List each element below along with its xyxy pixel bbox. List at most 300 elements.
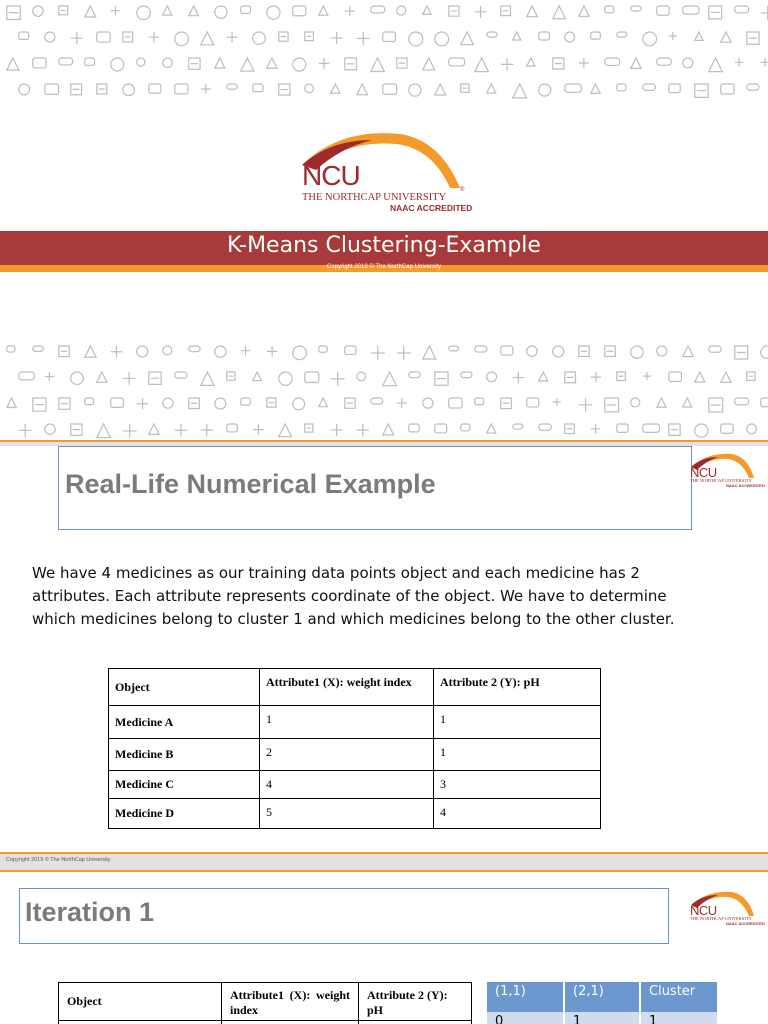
doodle-icon bbox=[539, 372, 548, 381]
doodle-icon bbox=[293, 398, 305, 410]
doodle-icon bbox=[215, 346, 226, 357]
doodle-icon bbox=[45, 372, 54, 381]
doodle-icon bbox=[605, 58, 620, 65]
doodle-icon bbox=[657, 58, 671, 65]
doodle-icon bbox=[475, 346, 487, 352]
doodle-icon bbox=[657, 346, 667, 356]
doodle-icon bbox=[591, 32, 600, 39]
doodle-icon bbox=[163, 346, 172, 355]
doodle-icon bbox=[163, 6, 172, 15]
doodle-icon bbox=[695, 32, 703, 40]
table-header-row bbox=[59, 983, 472, 1021]
doodle-icon bbox=[123, 424, 137, 438]
doodle-icon bbox=[137, 398, 149, 410]
doodle-icon bbox=[487, 84, 496, 93]
table-cell: 1 bbox=[640, 1012, 718, 1024]
doodle-icon bbox=[7, 58, 19, 70]
doodle-icon bbox=[761, 346, 768, 359]
logo-university: THE NORTHCAP UNIVERSITY bbox=[690, 478, 752, 483]
doodle-icon bbox=[33, 58, 46, 68]
table-cell: Medicine C bbox=[109, 771, 260, 799]
doodle-icon bbox=[397, 6, 406, 15]
doodle-icon bbox=[449, 346, 459, 351]
table-row bbox=[59, 1021, 472, 1024]
table-cell: Medicine A bbox=[109, 706, 260, 739]
slide-footer: Copyright 2019 © The NorthCap University bbox=[6, 857, 111, 863]
doodle-icon bbox=[579, 398, 593, 412]
doodle-icon bbox=[643, 372, 651, 380]
table-header-cell: Attribute 2 (Y): pH bbox=[359, 983, 472, 1021]
doodle-icon bbox=[449, 398, 462, 408]
doodle-icon bbox=[383, 372, 397, 386]
doodle-icon bbox=[85, 6, 96, 17]
doodle-icon bbox=[45, 32, 55, 42]
doodle-icon bbox=[617, 32, 627, 37]
doodle-icon bbox=[709, 398, 723, 412]
doodle-icon bbox=[735, 58, 744, 67]
example-slide bbox=[0, 446, 768, 852]
doodle-icon bbox=[227, 424, 238, 432]
logo-name: NCU bbox=[302, 160, 360, 191]
doodle-icon bbox=[137, 346, 148, 357]
doodle-icon bbox=[669, 84, 680, 93]
doodle-icon bbox=[279, 424, 292, 437]
doodle-icon bbox=[461, 424, 470, 431]
doodle-icon bbox=[423, 58, 435, 70]
doodle-icon bbox=[305, 372, 319, 382]
doodle-icon bbox=[175, 32, 189, 46]
doodle-icon bbox=[383, 32, 396, 42]
doodle-icon bbox=[709, 6, 722, 19]
doodle-icon bbox=[423, 346, 436, 359]
doodle-icon bbox=[409, 372, 420, 378]
doodle-icon bbox=[735, 398, 749, 405]
doodle-icon bbox=[137, 6, 151, 20]
doodle-icon bbox=[435, 424, 447, 433]
table-header-cell: Cluster bbox=[640, 982, 718, 1012]
logo-accreditation: NAAC ACCREDITED bbox=[390, 203, 473, 213]
doodle-icon bbox=[579, 6, 589, 16]
doodle-icon bbox=[513, 84, 527, 98]
doodle-icon bbox=[33, 6, 43, 16]
doodle-icon bbox=[397, 398, 407, 408]
doodle-icon bbox=[631, 398, 640, 407]
doodle-icon bbox=[175, 84, 188, 94]
doodle-icon bbox=[631, 6, 641, 11]
doodle-icon bbox=[149, 372, 161, 384]
ncu-logo-small bbox=[690, 890, 765, 928]
doodle-icon bbox=[175, 372, 187, 378]
doodle-icon bbox=[137, 58, 145, 66]
doodle-icon bbox=[293, 58, 306, 71]
table-cell: 1 bbox=[434, 739, 601, 771]
doodle-icon bbox=[357, 372, 366, 381]
doodle-icon bbox=[553, 58, 564, 69]
doodle-icon bbox=[409, 32, 423, 46]
doodle-icon bbox=[409, 84, 421, 96]
doodle-icon bbox=[423, 398, 433, 408]
doodle-icon bbox=[435, 84, 446, 95]
doodle-icon bbox=[331, 32, 343, 44]
doodle-icon bbox=[241, 346, 250, 355]
doodle-icon bbox=[279, 32, 288, 41]
doodle-icon bbox=[163, 58, 173, 68]
doodle-icon bbox=[513, 372, 524, 383]
slide-heading: Real-Life Numerical Example bbox=[65, 469, 436, 499]
doodle-icon bbox=[461, 32, 474, 45]
doodle-icon bbox=[357, 32, 370, 45]
doodle-icon bbox=[319, 58, 330, 69]
doodle-icon bbox=[267, 58, 277, 68]
table-header-cell: Attribute 2 (Y): pH bbox=[434, 669, 601, 706]
table-cell: 5 bbox=[260, 799, 434, 829]
doodle-icon bbox=[331, 84, 340, 93]
table-cell: Medicine D bbox=[109, 799, 260, 829]
doodle-icon bbox=[305, 84, 314, 93]
doodle-icon bbox=[201, 424, 213, 436]
doodle-icon bbox=[111, 58, 124, 71]
doodle-icon bbox=[293, 6, 306, 16]
doodle-icon bbox=[605, 346, 615, 356]
doodle-pattern-bottom bbox=[0, 340, 768, 440]
table-cell: 3 bbox=[434, 771, 601, 799]
doodle-icon bbox=[345, 398, 355, 408]
doodle-icon bbox=[435, 372, 448, 385]
doodle-icon bbox=[475, 398, 484, 405]
doodle-icon bbox=[149, 32, 159, 42]
doodle-icon bbox=[267, 346, 278, 357]
doodle-icon bbox=[305, 32, 314, 41]
doodle-icon bbox=[747, 84, 759, 90]
doodle-icon bbox=[319, 398, 328, 407]
table-cell: 2 bbox=[260, 739, 434, 771]
logo-name: NCU bbox=[690, 465, 717, 480]
doodle-icon bbox=[45, 84, 59, 94]
doodle-icon bbox=[7, 346, 15, 352]
doodle-icon bbox=[267, 6, 280, 19]
doodle-icon bbox=[345, 6, 355, 16]
doodle-icon bbox=[33, 346, 44, 351]
doodle-icon bbox=[761, 58, 768, 67]
doodle-icon bbox=[85, 346, 96, 357]
table-row bbox=[109, 771, 601, 799]
doodle-icon bbox=[111, 346, 122, 357]
table-header-cell: (2,1) bbox=[564, 982, 640, 1012]
table-cell: 1 bbox=[564, 1012, 640, 1024]
table-row bbox=[109, 706, 601, 739]
doodle-icon bbox=[735, 346, 748, 359]
table-row bbox=[487, 1012, 718, 1024]
doodle-icon bbox=[227, 84, 238, 89]
doodle-icon bbox=[357, 84, 368, 95]
slide-heading: Iteration 1 bbox=[25, 897, 155, 927]
doodle-icon bbox=[461, 84, 469, 92]
doodle-icon bbox=[449, 6, 459, 16]
doodle-icon bbox=[527, 6, 538, 17]
doodle-icon bbox=[227, 372, 235, 380]
doodle-icon bbox=[397, 58, 407, 68]
doodle-icon bbox=[747, 424, 757, 434]
doodle-icon bbox=[631, 346, 643, 358]
doodle-icon bbox=[501, 346, 513, 355]
doodle-icon bbox=[591, 84, 600, 93]
doodle-icon bbox=[695, 424, 708, 437]
doodle-icon bbox=[553, 346, 564, 357]
doodle-icon bbox=[241, 6, 251, 13]
doodle-icon bbox=[683, 346, 694, 357]
doodle-icon bbox=[669, 32, 677, 40]
doodle-icon bbox=[449, 58, 465, 66]
logo-registered-mark: ® bbox=[460, 187, 465, 193]
doodle-icon bbox=[565, 84, 582, 92]
doodle-icon bbox=[747, 32, 759, 44]
doodle-icon bbox=[617, 424, 628, 432]
doodle-icon bbox=[71, 424, 82, 435]
doodle-icon bbox=[71, 84, 82, 95]
doodle-icon bbox=[553, 6, 566, 19]
doodle-icon bbox=[579, 346, 589, 356]
doodle-icon bbox=[241, 398, 250, 405]
doodle-icon bbox=[111, 398, 124, 407]
doodle-icon bbox=[565, 372, 576, 383]
doodle-icon bbox=[513, 424, 523, 429]
doodle-icon bbox=[279, 372, 292, 385]
doodle-icon bbox=[19, 424, 32, 437]
doodle-icon bbox=[617, 84, 626, 91]
doodle-icon bbox=[565, 32, 575, 42]
ncu-logo-small bbox=[690, 452, 765, 490]
doodle-icon bbox=[357, 424, 369, 436]
doodle-icon bbox=[97, 424, 111, 438]
doodle-icon bbox=[71, 32, 83, 44]
doodle-icon bbox=[423, 6, 431, 14]
doodle-icon bbox=[149, 424, 159, 434]
table-header-cell: Attribute1 (X): weight index bbox=[260, 669, 434, 706]
table-cell: Medicine B bbox=[109, 739, 260, 771]
doodle-icon bbox=[371, 346, 385, 360]
doodle-icon bbox=[709, 346, 722, 352]
doodle-icon bbox=[345, 346, 356, 354]
doodle-icon bbox=[215, 58, 225, 68]
table-cell: 4 bbox=[260, 771, 434, 799]
ncu-logo bbox=[300, 130, 473, 215]
doodle-icon bbox=[331, 372, 345, 386]
doodle-icon bbox=[695, 84, 708, 97]
doodle-icon bbox=[643, 32, 657, 46]
doodle-icon bbox=[85, 58, 95, 65]
doodle-icon bbox=[683, 58, 693, 68]
doodle-icon bbox=[201, 32, 214, 45]
doodle-icon bbox=[683, 398, 692, 407]
doodle-icon bbox=[85, 398, 94, 405]
doodle-icon bbox=[123, 32, 133, 42]
doodle-icon bbox=[383, 424, 394, 435]
table-header-row bbox=[109, 669, 601, 706]
intro-paragraph: We have 4 medicines as our training data points object and each medicine has 2 attributes. Each attribute represents coordinate of the object. We have to determine which medicines belong to cluster 1 and which medicines belong to the other cluster. bbox=[32, 564, 675, 628]
table-header-cell: Attribute1 (X): weight index bbox=[222, 983, 359, 1021]
doodle-icon bbox=[513, 32, 521, 40]
doodle-icon bbox=[371, 58, 385, 72]
doodle-icon bbox=[19, 84, 30, 95]
doodle-icon bbox=[487, 32, 497, 37]
doodle-icon bbox=[371, 6, 385, 13]
distance-table bbox=[487, 982, 719, 1024]
doodle-icon bbox=[631, 58, 641, 68]
doodle-icon bbox=[175, 424, 187, 436]
doodle-icon bbox=[189, 6, 199, 16]
doodle-icon bbox=[475, 58, 489, 72]
doodle-pattern-top bbox=[0, 0, 768, 104]
doodle-icon bbox=[643, 424, 660, 432]
doodle-icon bbox=[305, 424, 313, 432]
doodle-icon bbox=[19, 372, 35, 380]
table-cell: 1 bbox=[434, 706, 601, 739]
slide-title: K-Means Clustering-Example bbox=[227, 233, 541, 258]
doodle-icon bbox=[253, 372, 262, 381]
doodle-icon bbox=[721, 32, 731, 42]
doodle-icon bbox=[747, 372, 755, 380]
table-header-cell: Object bbox=[109, 669, 260, 706]
table-cell: 0 bbox=[487, 1012, 564, 1024]
doodle-icon bbox=[7, 6, 21, 20]
doodle-icon bbox=[163, 398, 173, 408]
doodle-icon bbox=[253, 424, 264, 435]
doodle-icon bbox=[111, 6, 120, 15]
table-row bbox=[109, 739, 601, 771]
doodle-icon bbox=[201, 84, 211, 94]
doodle-icon bbox=[617, 372, 626, 381]
logo-accreditation: NAAC ACCREDITED bbox=[726, 483, 765, 488]
doodle-icon bbox=[735, 6, 749, 13]
doodle-icon bbox=[189, 398, 200, 409]
medicine-table bbox=[108, 668, 601, 829]
doodle-icon bbox=[487, 424, 496, 433]
slide-separator-accent bbox=[0, 870, 768, 872]
heading-box bbox=[58, 446, 692, 530]
doodle-icon bbox=[215, 6, 227, 18]
doodle-icon bbox=[319, 6, 328, 15]
doodle-icon bbox=[227, 32, 238, 43]
doodle-icon bbox=[371, 398, 383, 404]
doodle-icon bbox=[501, 58, 514, 71]
doodle-icon bbox=[33, 398, 46, 411]
doodle-icon bbox=[123, 84, 135, 96]
table-header-cell: Object bbox=[59, 983, 222, 1021]
doodle-icon bbox=[409, 424, 419, 432]
doodle-icon bbox=[527, 58, 535, 66]
doodle-icon bbox=[539, 84, 551, 96]
table-cell: 4 bbox=[434, 799, 601, 829]
doodle-icon bbox=[669, 372, 682, 381]
doodle-icon bbox=[71, 372, 83, 384]
doodle-icon bbox=[721, 424, 733, 433]
doodle-icon bbox=[149, 84, 161, 93]
doodle-icon bbox=[397, 346, 411, 360]
doodle-icon bbox=[539, 424, 552, 430]
doodle-icon bbox=[279, 84, 290, 95]
doodle-icon bbox=[761, 398, 768, 407]
doodle-icon bbox=[501, 6, 511, 16]
logo-university: THE NORTHCAP UNIVERSITY bbox=[302, 192, 447, 203]
table-header-row bbox=[487, 982, 718, 1012]
doodle-icon bbox=[97, 32, 110, 42]
doodle-icon bbox=[97, 84, 107, 94]
doodle-icon bbox=[45, 424, 55, 434]
title-copyright: Copyright 2019 © The NorthCap University bbox=[326, 264, 442, 270]
doodle-icon bbox=[123, 372, 136, 385]
doodle-icon bbox=[721, 372, 731, 382]
doodle-icon bbox=[591, 372, 601, 382]
doodle-icon bbox=[345, 58, 357, 70]
doodle-icon bbox=[383, 84, 397, 94]
doodle-icon bbox=[253, 84, 263, 92]
logo-name: NCU bbox=[690, 903, 717, 918]
doodle-icon bbox=[643, 84, 656, 90]
doodle-icon bbox=[553, 398, 561, 406]
doodle-icon bbox=[475, 6, 487, 18]
slide-separator bbox=[0, 854, 768, 870]
doodle-icon bbox=[657, 6, 669, 15]
doodle-icon bbox=[189, 346, 200, 352]
doodle-icon bbox=[605, 6, 614, 13]
doodle-icon bbox=[201, 372, 214, 385]
doodle-icon bbox=[683, 6, 699, 14]
doodle-icon bbox=[59, 6, 68, 15]
doodle-icon bbox=[657, 398, 666, 407]
table-header-cell: (1,1) bbox=[487, 982, 564, 1012]
doodle-icon bbox=[527, 398, 539, 407]
doodle-icon bbox=[565, 424, 575, 434]
doodle-icon bbox=[487, 372, 497, 382]
doodle-icon bbox=[721, 84, 734, 94]
doodle-icon bbox=[331, 424, 343, 436]
doodle-icon bbox=[59, 58, 73, 65]
doodle-icon bbox=[435, 32, 449, 46]
doodle-icon bbox=[461, 372, 472, 378]
iteration-slide bbox=[0, 878, 768, 1024]
doodle-icon bbox=[527, 346, 537, 356]
title-slide bbox=[0, 0, 768, 440]
doodle-icon bbox=[709, 58, 723, 72]
doodle-icon bbox=[319, 346, 327, 352]
doodle-icon bbox=[669, 424, 680, 435]
doodle-icon bbox=[97, 372, 107, 382]
table-row bbox=[109, 799, 601, 829]
doodle-icon bbox=[253, 32, 265, 44]
doodle-icon bbox=[591, 424, 601, 434]
doodle-icon bbox=[293, 346, 307, 360]
doodle-icon bbox=[241, 58, 254, 71]
doodle-icon bbox=[215, 398, 226, 409]
table-cell: 1 bbox=[260, 706, 434, 739]
doodle-icon bbox=[7, 398, 16, 407]
doodle-icon bbox=[695, 372, 705, 382]
logo-university: THE NORTHCAP UNIVERSITY bbox=[690, 916, 752, 921]
doodle-icon bbox=[59, 346, 70, 357]
doodle-icon bbox=[19, 32, 29, 39]
iteration-table bbox=[58, 982, 472, 1024]
doodle-icon bbox=[539, 32, 550, 40]
doodle-icon bbox=[59, 398, 70, 409]
doodle-icon bbox=[579, 58, 589, 68]
doodle-icon bbox=[267, 398, 276, 407]
doodle-icon bbox=[605, 398, 619, 412]
doodle-icon bbox=[761, 6, 768, 20]
doodle-icon bbox=[189, 58, 200, 69]
doodle-icon bbox=[501, 398, 512, 409]
heading-box bbox=[19, 888, 669, 944]
logo-accreditation: NAAC ACCREDITED bbox=[726, 921, 765, 926]
